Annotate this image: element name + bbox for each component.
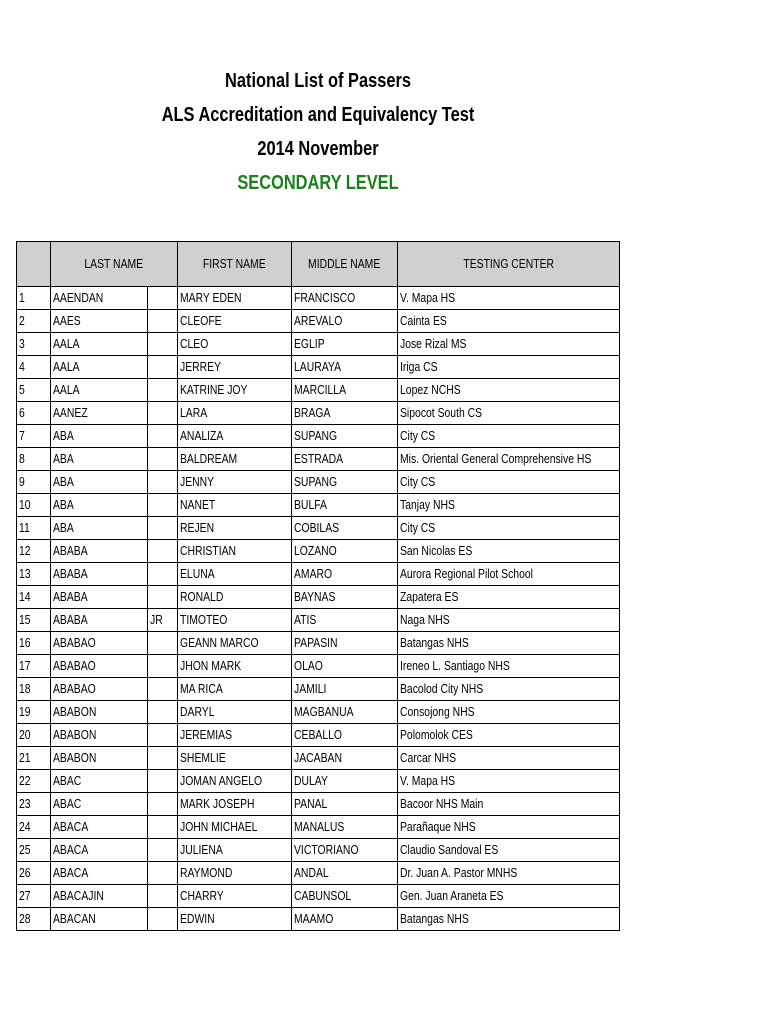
table-row [17,402,620,425]
testing-center-cell: Naga NHS [398,609,620,632]
middle-name-cell: ATIS [292,609,398,632]
row-number-cell: 13 [17,563,51,586]
table-body [17,287,620,931]
first-name-cell: LARA [178,402,292,425]
row-number-cell: 1 [17,287,51,310]
testing-center-cell: City CS [398,471,620,494]
first-name-cell: JENNY [178,471,292,494]
middle-name-cell: PAPASIN [292,632,398,655]
middle-name-cell: MAGBANUA [292,701,398,724]
first-name-cell: JOHN MICHAEL [178,816,292,839]
table-row [17,632,620,655]
testing-center-cell: Cainta ES [398,310,620,333]
testing-center-cell: Batangas NHS [398,908,620,931]
document-title: National List of Passers [225,70,411,92]
row-number-cell: 28 [17,908,51,931]
first-name-cell: KATRINE JOY [178,379,292,402]
table-row [17,310,620,333]
first-name-cell: ELUNA [178,563,292,586]
row-number-cell: 16 [17,632,51,655]
last-name-cell: ABABA [51,540,148,563]
last-name-cell: ABACAJIN [51,885,148,908]
suffix-cell [148,655,178,678]
row-number-cell: 21 [17,747,51,770]
table-row [17,793,620,816]
middle-name-cell: MAAMO [292,908,398,931]
first-name-cell: CLEOFE [178,310,292,333]
suffix-cell [148,724,178,747]
table-row [17,563,620,586]
first-name-cell: BALDREAM [178,448,292,471]
document-period: 2014 November [257,138,379,160]
suffix-cell [148,425,178,448]
first-name-cell: RAYMOND [178,862,292,885]
row-number-cell: 27 [17,885,51,908]
passers-table [16,241,620,931]
testing-center-cell: Lopez NCHS [398,379,620,402]
testing-center-cell: Tanjay NHS [398,494,620,517]
first-name-cell: SHEMLIE [178,747,292,770]
last-name-cell: ABA [51,517,148,540]
row-number-cell: 4 [17,356,51,379]
table-row [17,586,620,609]
suffix-cell [148,379,178,402]
suffix-cell [148,517,178,540]
middle-name-cell: BRAGA [292,402,398,425]
row-number-cell: 9 [17,471,51,494]
last-name-cell: AANEZ [51,402,148,425]
last-name-cell: ABA [51,425,148,448]
first-name-cell: JULIENA [178,839,292,862]
testing-center-cell: V. Mapa HS [398,770,620,793]
testing-center-cell: Dr. Juan A. Pastor MNHS [398,862,620,885]
first-name-cell: MA RICA [178,678,292,701]
row-number-cell: 25 [17,839,51,862]
row-number-cell: 24 [17,816,51,839]
last-name-cell: ABABA [51,586,148,609]
table-row [17,609,620,632]
suffix-cell [148,494,178,517]
middle-name-cell: JACABAN [292,747,398,770]
middle-name-cell: COBILAS [292,517,398,540]
document-header [0,64,636,200]
testing-center-cell: Sipocot South CS [398,402,620,425]
first-name-cell: DARYL [178,701,292,724]
row-number-cell: 11 [17,517,51,540]
testing-center-cell: Bacoor NHS Main [398,793,620,816]
first-name-cell: TIMOTEO [178,609,292,632]
first-name-cell: NANET [178,494,292,517]
last-name-cell: ABABA [51,609,148,632]
table-row [17,655,620,678]
last-name-cell: ABABA [51,563,148,586]
suffix-cell [148,402,178,425]
suffix-cell [148,885,178,908]
testing-center-cell: City CS [398,425,620,448]
testing-center-cell: City CS [398,517,620,540]
table-row [17,839,620,862]
table-row [17,517,620,540]
last-name-cell: ABABAO [51,678,148,701]
table-row [17,448,620,471]
table-row [17,425,620,448]
last-name-cell: ABABON [51,724,148,747]
middle-name-cell: FRANCISCO [292,287,398,310]
testing-center-cell: Iriga CS [398,356,620,379]
first-name-cell: RONALD [178,586,292,609]
first-name-cell: EDWIN [178,908,292,931]
last-name-cell: AALA [51,356,148,379]
suffix-cell [148,310,178,333]
table-row [17,770,620,793]
table-row [17,862,620,885]
first-name-cell: CHRISTIAN [178,540,292,563]
row-number-cell: 12 [17,540,51,563]
last-name-cell: ABACA [51,839,148,862]
row-number-cell: 17 [17,655,51,678]
suffix-cell [148,747,178,770]
testing-center-cell: V. Mapa HS [398,287,620,310]
table-row [17,908,620,931]
suffix-cell [148,287,178,310]
testing-center-cell: Carcar NHS [398,747,620,770]
first-name-cell: CLEO [178,333,292,356]
middle-name-cell: SUPANG [292,471,398,494]
document-subtitle: ALS Accreditation and Equivalency Test [161,104,475,126]
column-header-middle-name: MIDDLE NAME [292,242,398,287]
row-number-cell: 8 [17,448,51,471]
row-number-cell: 2 [17,310,51,333]
last-name-cell: ABAC [51,793,148,816]
first-name-cell: ANALIZA [178,425,292,448]
table-header-row [17,242,620,287]
table-row [17,356,620,379]
row-number-cell: 10 [17,494,51,517]
table-row [17,747,620,770]
middle-name-cell: OLAO [292,655,398,678]
first-name-cell: MARK JOSEPH [178,793,292,816]
suffix-cell [148,908,178,931]
middle-name-cell: BULFA [292,494,398,517]
first-name-cell: JOMAN ANGELO [178,770,292,793]
last-name-cell: ABACA [51,816,148,839]
column-header-first-name: FIRST NAME [178,242,292,287]
testing-center-cell: Mis. Oriental General Comprehensive HS [398,448,620,471]
last-name-cell: ABABON [51,747,148,770]
last-name-cell: AAES [51,310,148,333]
middle-name-cell: SUPANG [292,425,398,448]
suffix-cell [148,793,178,816]
row-number-cell: 7 [17,425,51,448]
testing-center-cell: Gen. Juan Araneta ES [398,885,620,908]
testing-center-cell: Jose Rizal MS [398,333,620,356]
suffix-cell [148,448,178,471]
testing-center-cell: Bacolod City NHS [398,678,620,701]
table-row [17,816,620,839]
first-name-cell: MARY EDEN [178,287,292,310]
table-row [17,701,620,724]
suffix-cell [148,356,178,379]
middle-name-cell: JAMILI [292,678,398,701]
last-name-cell: AAENDAN [51,287,148,310]
row-number-cell: 15 [17,609,51,632]
table-row [17,885,620,908]
middle-name-cell: AREVALO [292,310,398,333]
middle-name-cell: PANAL [292,793,398,816]
last-name-cell: AALA [51,379,148,402]
suffix-cell [148,862,178,885]
middle-name-cell: EGLIP [292,333,398,356]
last-name-cell: ABABAO [51,655,148,678]
table-row [17,333,620,356]
middle-name-cell: LAURAYA [292,356,398,379]
row-number-cell: 3 [17,333,51,356]
column-header-number [17,242,51,287]
first-name-cell: GEANN MARCO [178,632,292,655]
first-name-cell: CHARRY [178,885,292,908]
first-name-cell: JHON MARK [178,655,292,678]
suffix-cell [148,701,178,724]
column-header-last-name: LAST NAME [51,242,178,287]
table-row [17,494,620,517]
testing-center-cell: Batangas NHS [398,632,620,655]
row-number-cell: 22 [17,770,51,793]
table-row [17,540,620,563]
last-name-cell: ABABAO [51,632,148,655]
suffix-cell [148,333,178,356]
suffix-cell [148,770,178,793]
last-name-cell: ABABON [51,701,148,724]
suffix-cell [148,816,178,839]
row-number-cell: 14 [17,586,51,609]
suffix-cell [148,839,178,862]
middle-name-cell: ESTRADA [292,448,398,471]
suffix-cell [148,563,178,586]
last-name-cell: ABA [51,471,148,494]
row-number-cell: 26 [17,862,51,885]
middle-name-cell: CABUNSOL [292,885,398,908]
table-row [17,379,620,402]
testing-center-cell: San Nicolas ES [398,540,620,563]
testing-center-cell: Parañaque NHS [398,816,620,839]
middle-name-cell: LOZANO [292,540,398,563]
table-row [17,471,620,494]
testing-center-cell: Zapatera ES [398,586,620,609]
last-name-cell: ABA [51,448,148,471]
last-name-cell: AALA [51,333,148,356]
last-name-cell: ABACAN [51,908,148,931]
row-number-cell: 5 [17,379,51,402]
middle-name-cell: MANALUS [292,816,398,839]
testing-center-cell: Consojong NHS [398,701,620,724]
row-number-cell: 20 [17,724,51,747]
table-row [17,287,620,310]
testing-center-cell: Ireneo L. Santiago NHS [398,655,620,678]
first-name-cell: JEREMIAS [178,724,292,747]
middle-name-cell: DULAY [292,770,398,793]
last-name-cell: ABAC [51,770,148,793]
middle-name-cell: BAYNAS [292,586,398,609]
suffix-cell [148,678,178,701]
last-name-cell: ABA [51,494,148,517]
suffix-cell [148,540,178,563]
testing-center-cell: Polomolok CES [398,724,620,747]
document-level: SECONDARY LEVEL [237,172,399,194]
middle-name-cell: MARCILLA [292,379,398,402]
row-number-cell: 23 [17,793,51,816]
middle-name-cell: VICTORIANO [292,839,398,862]
row-number-cell: 18 [17,678,51,701]
first-name-cell: REJEN [178,517,292,540]
middle-name-cell: AMARO [292,563,398,586]
suffix-cell [148,632,178,655]
row-number-cell: 6 [17,402,51,425]
testing-center-cell: Claudio Sandoval ES [398,839,620,862]
table-row [17,678,620,701]
last-name-cell: ABACA [51,862,148,885]
column-header-testing-center: TESTING CENTER [398,242,620,287]
middle-name-cell: CEBALLO [292,724,398,747]
row-number-cell: 19 [17,701,51,724]
middle-name-cell: ANDAL [292,862,398,885]
suffix-cell: JR [148,609,178,632]
table-row [17,724,620,747]
first-name-cell: JERREY [178,356,292,379]
testing-center-cell: Aurora Regional Pilot School [398,563,620,586]
suffix-cell [148,471,178,494]
suffix-cell [148,586,178,609]
